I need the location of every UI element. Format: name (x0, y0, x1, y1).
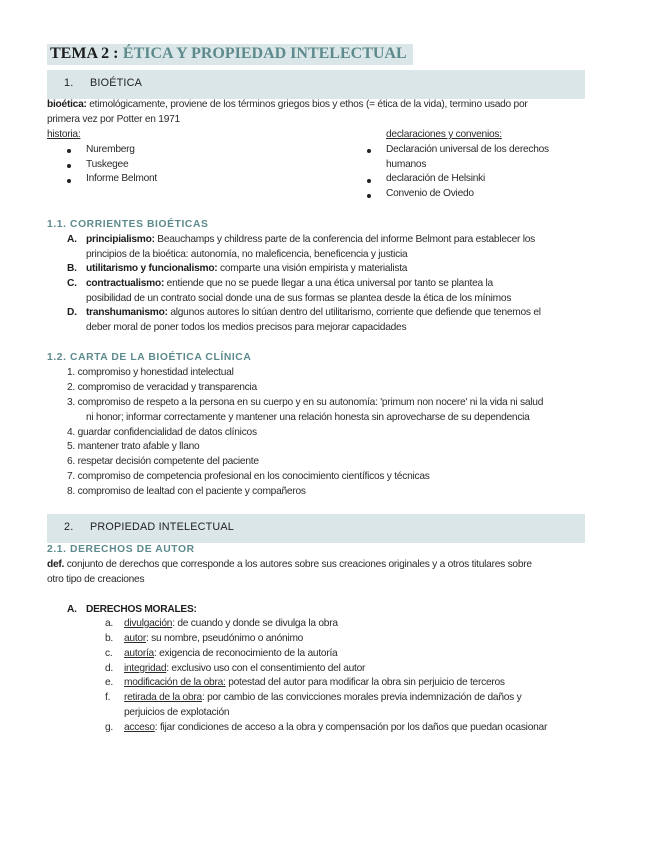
item-letter: B. (67, 263, 77, 274)
list-item: Nuremberg (86, 144, 135, 155)
carta-item: 2. compromiso de veracidad y transparencia (67, 382, 257, 393)
corriente-item: contractualismo: entiende que no se puede llegar a una ética universal por tanto se plantea la (86, 278, 493, 289)
moral-right-item: modificación de la obra: potestad del autor para modificar la obra sin perjuicio de terceros (124, 677, 505, 688)
subsection-heading-derechos: 2.1. DERECHOS DE AUTOR (47, 544, 195, 555)
carta-item: 1. compromiso y honestidad intelectual (67, 367, 234, 378)
corriente-item: utilitarismo y funcionalismo: comparte una visión empirista y materialista (86, 263, 408, 274)
declaraciones-heading: declaraciones y convenios: (386, 129, 502, 140)
section-number: 1. (64, 77, 74, 89)
sub-letter: g. (105, 722, 113, 733)
moral-right-item: retirada de la obra: por cambio de las convicciones morales previa indemnización de daños y (124, 692, 522, 703)
carta-item: 7. compromiso de competencia profesional en los conocimiento científicos y técnicas (67, 471, 430, 482)
moral-right-item: integridad: exclusivo uso con el consentimiento del autor (124, 663, 366, 674)
corriente-item: transhumanismo: algunos autores lo sitúan dentro del utilitarismo, corriente que defiende que tenemos el (86, 307, 541, 318)
subsection-heading-corrientes: 1.1. CORRIENTES BIOÉTICAS (47, 219, 209, 230)
carta-item: 8. compromiso de lealtad con el paciente y compañeros (67, 486, 306, 497)
list-item: Convenio de Oviedo (386, 188, 474, 199)
carta-item: 3. compromiso de respeto a la persona en su cuerpo y en su autonomía: 'primum non nocere' ni la vida ni salud (67, 397, 544, 408)
list-item: Declaración universal de los derechos (386, 144, 549, 155)
moral-right-item: autor: su nombre, pseudónimo o anónimo (124, 633, 304, 644)
sub-letter: e. (105, 677, 113, 688)
subsection-heading-carta: 1.2. CARTA DE LA BIOÉTICA CLÍNICA (47, 352, 252, 363)
item-letter: A. (67, 604, 77, 615)
page-title (47, 44, 413, 65)
sub-letter: a. (105, 618, 113, 629)
item-letter: A. (67, 234, 77, 245)
section-heading: PROPIEDAD INTELECTUAL (90, 521, 234, 533)
bullet (367, 179, 371, 183)
carta-item: 6. respetar decisión competente del paciente (67, 456, 259, 467)
moral-right-item: acceso: fijar condiciones de acceso a la obra y compensación por los daños que puedan ocasionar (124, 722, 548, 733)
derechos-definition: def. conjunto de derechos que corresponde a los autores sobre sus creaciones originales y a otros titulares sobre (47, 559, 532, 570)
carta-item: 5. mantener trato afable y llano (67, 441, 200, 452)
corriente-item-cont: posibilidad de un contrato social donde una de sus formas se plantea desde la ética de los mínimos (86, 293, 512, 304)
bullet (67, 179, 71, 183)
bullet (67, 164, 71, 168)
corriente-item-cont: principios de la bioética: autonomía, no maleficencia, beneficencia y justicia (86, 249, 408, 260)
list-item: Informe Belmont (86, 173, 157, 184)
bullet (67, 149, 71, 153)
bullet (367, 194, 371, 198)
sub-letter: b. (105, 633, 113, 644)
moral-right-item-cont: perjuicios de explotación (124, 707, 230, 718)
title-label: TEMA 2 : (50, 45, 119, 62)
sub-letter: c. (105, 648, 113, 659)
carta-item-cont: ni honor; informar correctamente y mantener una relación honesta sin aprovecharse de su dependencia (86, 412, 530, 423)
list-item: Tuskegee (86, 159, 129, 170)
list-item-cont: humanos (386, 159, 427, 170)
list-item: declaración de Helsinki (386, 173, 486, 184)
corriente-item-cont: deber moral de poner todos los medios precisos para mejorar capacidades (86, 322, 407, 333)
section-number: 2. (64, 521, 74, 533)
item-letter: D. (67, 307, 77, 318)
section-bar-bioetica (47, 70, 585, 99)
derechos-definition-cont: otro tipo de creaciones (47, 574, 145, 585)
bioetica-definition: bioética: etimológicamente, proviene de los términos griegos bios y ethos (= ética de la vida), termino usado por (47, 99, 528, 110)
carta-item: 4. guardar confidencialidad de datos clínicos (67, 427, 257, 438)
section-heading: BIOÉTICA (90, 77, 142, 89)
item-letter: C. (67, 278, 77, 289)
bullet (367, 149, 371, 153)
section-bar-propiedad (47, 514, 585, 543)
morales-heading: DERECHOS MORALES: (86, 604, 197, 615)
sub-letter: d. (105, 663, 113, 674)
title-text: ÉTICA Y PROPIEDAD INTELECTUAL (122, 45, 407, 62)
moral-right-item: divulgación: de cuando y donde se divulga la obra (124, 618, 338, 629)
moral-right-item: autoría: exigencia de reconocimiento de la autoría (124, 648, 338, 659)
historia-heading: historia: (47, 129, 81, 140)
bioetica-definition-cont: primera vez por Potter en 1971 (47, 114, 180, 125)
sub-letter: f. (105, 692, 111, 703)
corriente-item: principialismo: Beauchamps y childress parte de la conferencia del informe Belmont para establecer los (86, 234, 536, 245)
